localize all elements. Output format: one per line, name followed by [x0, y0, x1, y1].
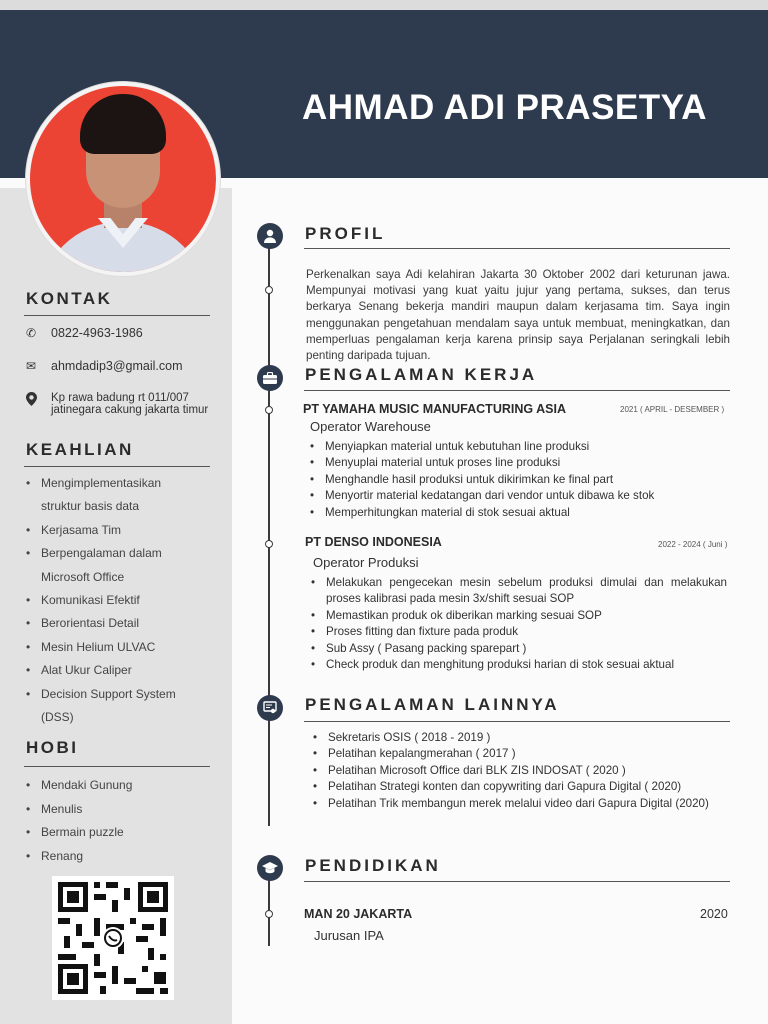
timeline-dot [265, 540, 273, 548]
phone-text: 0822-4963-1986 [51, 326, 143, 340]
hobby-item: • Mendaki Gunung [24, 774, 204, 798]
other-heading: PENGALAMAN LAINNYA [305, 695, 560, 714]
task-item: • Memperhitungkan material di stok sesuai aktual [308, 505, 728, 521]
education-major: Jurusan IPA [314, 928, 384, 943]
education-school: MAN 20 JAKARTA [304, 907, 413, 921]
hobbies-list [24, 774, 204, 868]
other-item: • Sekretaris OSIS ( 2018 - 2019 ) [311, 730, 729, 746]
other-list [311, 730, 729, 812]
profile-text: Perkenalkan saya Adi kelahiran Jakarta 30 Oktober 2002 dari keturunan jawa. Mempunyai motivasi yang kuat yaitu jujur yang pertama, sukses, dan terus berkarya Senang bekerja mandiri maupun dalam kerjasama tim. Saya ingin menggunakan pengetahuan mendalam saya untuk membuat, meningkatkan, dan memperluas pengalaman kerja karena prinsip saya Perjalanan seringkali lebih penting daripada tujuan. [306, 268, 730, 363]
work-divider [304, 390, 730, 391]
cv-page [0, 10, 768, 1024]
hobby-item: • Bermain puzzle [24, 821, 204, 845]
hobbies-divider [24, 766, 210, 767]
other-item: • Pelatihan Trik membangun merek melalui video dari Gapura Digital (2020) [311, 796, 729, 812]
skill-item: • Berorientasi Detail [24, 612, 184, 635]
job-company: PT YAMAHA MUSIC MANUFACTURING ASIA [303, 402, 566, 416]
timeline-dot [265, 286, 273, 294]
job-tasks [309, 575, 727, 673]
other-divider [304, 721, 730, 722]
skills-heading: KEAHLIAN [26, 440, 134, 459]
contact-heading: KONTAK [26, 289, 113, 308]
certificate-icon [257, 695, 283, 721]
timeline-line [268, 236, 270, 826]
skill-item: • Decision Support System (DSS) [24, 683, 184, 730]
education-heading: PENDIDIKAN [305, 856, 441, 875]
skill-item: • Kerjasama Tim [24, 519, 184, 542]
profile-divider [304, 248, 730, 249]
hobbies-heading: HOBI [26, 738, 79, 757]
contact-phone [26, 326, 216, 340]
job-tasks [308, 439, 728, 521]
education-divider [304, 881, 730, 882]
task-item: • Menyuplai material untuk proses line produksi [308, 455, 728, 471]
profile-heading: PROFIL [305, 224, 386, 243]
job-company: PT DENSO INDONESIA [305, 535, 442, 549]
graduation-cap-icon [257, 855, 283, 881]
job-period: 2021 ( APRIL - DESEMBER ) [620, 405, 725, 414]
skill-item: • Mesin Helium ULVAC [24, 636, 184, 659]
timeline-dot [265, 910, 273, 918]
email-text: ahmdadip3@gmail.com [51, 359, 183, 373]
task-item: • Menyortir material kedatangan dari vendor untuk dibawa ke stok [308, 488, 728, 504]
address-text: Kp rawa badung rt 011/007 jatinegara cakung jakarta timur [51, 392, 209, 416]
location-pin-icon [26, 392, 51, 408]
skill-item: • Mengimplementasikan struktur basis data [24, 472, 184, 519]
other-item: • Pelatihan Microsoft Office dari BLK ZIS INDOSAT ( 2020 ) [311, 763, 729, 779]
task-item: • Memastikan produk ok diberikan marking sesuai SOP [309, 608, 727, 624]
skills-divider [24, 466, 210, 467]
task-item: • Menghandle hasil produksi untuk dikirimkan ke final part [308, 472, 728, 488]
job-period: 2022 - 2024 ( Juni ) [658, 540, 728, 549]
task-item: • Menyiapkan material untuk kebutuhan line produksi [308, 439, 728, 455]
hobby-item: • Renang [24, 845, 204, 869]
skill-item: • Berpengalaman dalam Microsoft Office [24, 542, 184, 589]
skills-list [24, 472, 184, 729]
profile-photo [26, 82, 220, 276]
task-item: • Check produk dan menghitung produksi harian di stok sesuai aktual [309, 657, 727, 673]
timeline-dot [265, 406, 273, 414]
contact-email [26, 359, 216, 373]
qr-code [52, 876, 174, 1000]
skill-item: • Komunikasi Efektif [24, 589, 184, 612]
hobby-item: • Menulis [24, 798, 204, 822]
briefcase-icon [257, 365, 283, 391]
education-year: 2020 [700, 907, 728, 921]
task-item: • Melakukan pengecekan mesin sebelum produksi dimulai dan melakukan proses kalibrasi pada mesin 3x/shift sesuai SOP [309, 575, 727, 608]
envelope-icon: ✉ [26, 359, 37, 373]
contact-divider [24, 315, 210, 316]
task-item: • Proses fitting dan fixture pada produk [309, 624, 727, 640]
other-item: • Pelatihan kepalangmerahan ( 2017 ) [311, 746, 729, 762]
task-item: • Sub Assy ( Pasang packing sparepart ) [309, 641, 727, 657]
skill-item: • Alat Ukur Caliper [24, 659, 184, 682]
other-item: • Pelatihan Strategi konten dan copywriting dari Gapura Digital ( 2020) [311, 779, 729, 795]
user-icon [257, 223, 283, 249]
contact-address [26, 392, 216, 416]
job-role: Operator Warehouse [310, 419, 431, 434]
phone-icon: ✆ [26, 326, 37, 340]
work-heading: PENGALAMAN KERJA [305, 365, 538, 384]
candidate-name: AHMAD ADI PRASETYA [302, 88, 708, 127]
job-role: Operator Produksi [313, 555, 419, 570]
